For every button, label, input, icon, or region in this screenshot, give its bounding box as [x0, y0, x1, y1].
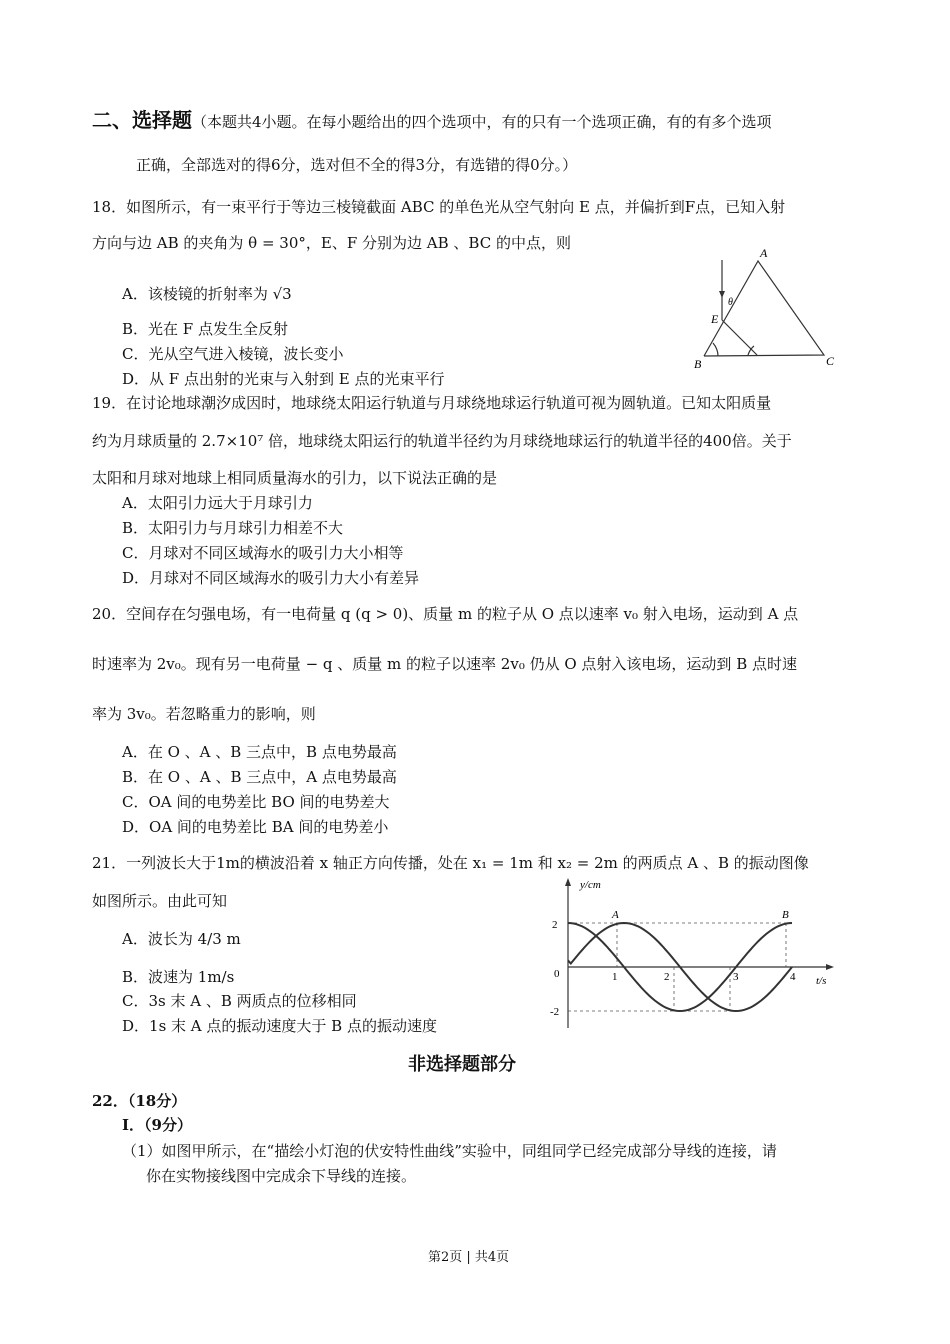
label-c: C: [826, 354, 835, 368]
vibration-graph: [540, 878, 840, 1033]
y-tick: -2: [550, 1006, 560, 1018]
x-tick: 2: [664, 971, 670, 983]
x-tick: 0: [554, 968, 560, 980]
q21-option-b: B．波速为 1m/s: [122, 968, 235, 986]
section-header: [92, 104, 772, 133]
q20-text: 时速率为 2v₀。现有另一电荷量 − q 、质量 m 的粒子以速率 2v₀ 仍从 O 点射入该电场，运动到 B 点时速: [92, 655, 797, 673]
x-tick: 3: [733, 971, 739, 983]
q18-text: 方向与边 AB 的夹角为 θ = 30°，E、F 分别为边 AB 、BC 的中点，则: [92, 234, 571, 252]
label-e: E: [711, 312, 719, 326]
x-tick: 4: [790, 971, 796, 983]
q18-option-b: B．光在 F 点发生全反射: [122, 320, 288, 338]
label-theta: θ: [728, 297, 733, 308]
q20-option-c: C．OA 间的电势差比 BO 间的电势差大: [122, 793, 390, 811]
section-title: 二、选择题: [92, 108, 192, 132]
y-tick: 2: [552, 919, 558, 931]
q19-option-c: C．月球对不同区域海水的吸引力大小相等: [122, 544, 404, 562]
q18-text: 18．如图所示，有一束平行于等边三棱镜截面 ABC 的单色光从空气射向 E 点，并偏折到F点，已知入射: [92, 198, 786, 216]
part2-title: 非选择题部分: [408, 1054, 516, 1075]
q21-text: 如图所示。由此可知: [92, 892, 228, 910]
x-tick: 1: [612, 971, 618, 983]
q20-option-b: B．在 O 、A 、B 三点中，A 点电势最高: [122, 768, 397, 786]
q22-text: 你在实物接线图中完成余下导线的连接。: [146, 1167, 417, 1185]
q19-option-a: A．太阳引力远大于月球引力: [122, 494, 313, 512]
q21-text: 21．一列波长大于1m的横波沿着 x 轴正方向传播，处在 x₁ = 1m 和 x₂ = 2m 的两质点 A 、B 的振动图像: [92, 854, 809, 872]
point-b-label: B: [782, 909, 789, 921]
label-b: B: [694, 357, 702, 371]
q22-heading: 22．（18分）: [92, 1092, 187, 1110]
q22-text: （1）如图甲所示，在“描绘小灯泡的伏安特性曲线”实验中，同组同学已经完成部分导线的连接，请: [122, 1142, 777, 1160]
point-a-label: A: [612, 909, 619, 921]
q19-option-b: B．太阳引力与月球引力相差不大: [122, 519, 344, 537]
q21-option-a: A．波长为 4/3 m: [122, 930, 241, 948]
q21-option-d: D．1s 末 A 点的振动速度大于 B 点的振动速度: [122, 1017, 437, 1035]
q18-option-d: D．从 F 点出射的光束与入射到 E 点的光束平行: [122, 370, 445, 388]
q19-text: 约为月球质量的 2.7×10⁷ 倍，地球绕太阳运行的轨道半径约为月球绕地球运行的轨道半径的400倍。关于: [92, 432, 792, 450]
q20-text: 20．空间存在匀强电场，有一电荷量 q (q > 0)、质量 m 的粒子从 O 点以速率 v₀ 射入电场，运动到 A 点: [92, 605, 799, 623]
section-note: （本题共4小题。在每小题给出的四个选项中，有的只有一个选项正确，有的有多个选项: [192, 113, 772, 131]
q21-option-c: C．3s 末 A 、B 两质点的位移相同: [122, 992, 357, 1010]
q19-option-d: D．月球对不同区域海水的吸引力大小有差异: [122, 569, 420, 587]
q20-option-d: D．OA 间的电势差比 BA 间的电势差小: [122, 818, 389, 836]
q20-text: 率为 3v₀。若忽略重力的影响，则: [92, 705, 316, 723]
x-axis-label: t/s: [816, 975, 827, 987]
y-axis-label: y/cm: [580, 879, 601, 891]
q19-text: 太阳和月球对地球上相同质量海水的引力，以下说法正确的是: [92, 469, 498, 487]
q20-option-a: A．在 O 、A 、B 三点中，B 点电势最高: [122, 743, 397, 761]
q19-text: 19．在讨论地球潮汐成因时，地球绕太阳运行轨道与月球绕地球运行轨道可视为圆轨道。已知太阳质量: [92, 394, 772, 412]
q22-part1: I．（9分）: [122, 1116, 192, 1134]
prism-diagram: [680, 235, 850, 380]
page-footer: 第2页 | 共4页: [428, 1250, 510, 1265]
label-a: A: [760, 246, 768, 260]
q18-option-c: C．光从空气进入棱镜，波长变小: [122, 345, 344, 363]
q18-option-a: A．该棱镜的折射率为 √3: [122, 285, 292, 303]
section-note-2: 正确，全部选对的得6分，选对但不全的得3分，有选错的得0分。）: [136, 156, 578, 174]
